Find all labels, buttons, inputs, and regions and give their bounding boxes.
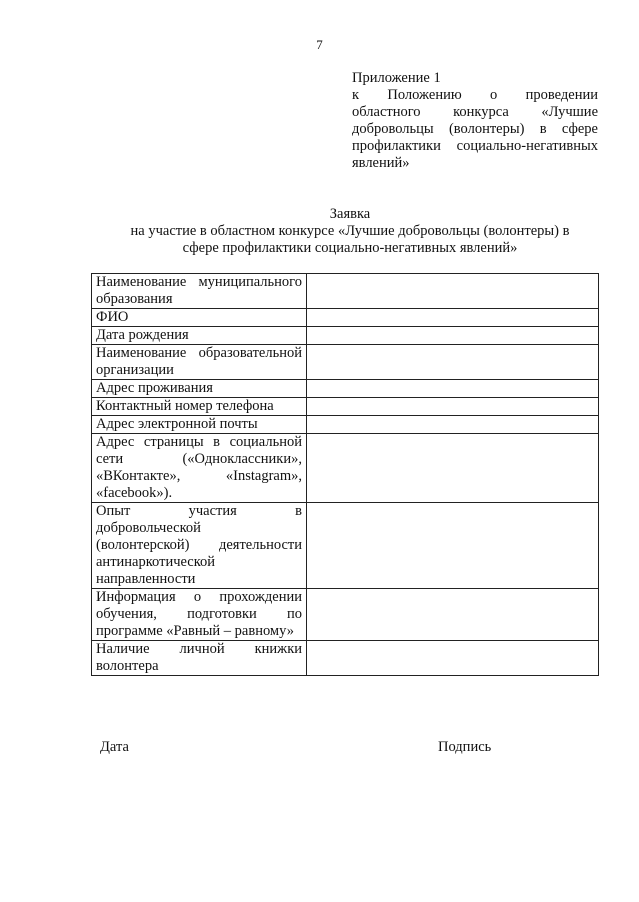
form-row-label-line: Наименование муниципального bbox=[96, 274, 302, 290]
form-row bbox=[92, 434, 599, 503]
appendix-header bbox=[352, 70, 598, 172]
form-row-label-line: Адрес проживания bbox=[96, 380, 213, 396]
form-row-label-line: образования bbox=[96, 291, 173, 307]
form-row-label bbox=[92, 398, 307, 416]
document-title: Заявка bbox=[329, 206, 371, 222]
form-row-value-field[interactable] bbox=[307, 380, 599, 398]
form-row bbox=[92, 503, 599, 589]
document-heading bbox=[90, 206, 610, 257]
application-form-table bbox=[91, 273, 599, 676]
form-row bbox=[92, 309, 599, 327]
form-row-label-line: антинаркотической bbox=[96, 554, 216, 570]
form-row bbox=[92, 398, 599, 416]
form-row-label-line: направленности bbox=[96, 571, 196, 587]
form-row-label bbox=[92, 641, 307, 676]
appendix-line: профилактики социально-негативных bbox=[352, 138, 598, 154]
form-row-value-field[interactable] bbox=[307, 309, 599, 327]
document-subtitle: сфере профилактики социально-негативных явлений» bbox=[182, 240, 518, 256]
form-row-value-field[interactable] bbox=[307, 589, 599, 641]
form-row-value-field[interactable] bbox=[307, 503, 599, 589]
form-row-label-line: Опыт участия в bbox=[96, 503, 302, 519]
form-row-label-line: ФИО bbox=[96, 309, 129, 325]
form-row-value-field[interactable] bbox=[307, 416, 599, 434]
form-row-label bbox=[92, 380, 307, 398]
form-row-label-line: программе «Равный – равному» bbox=[96, 623, 294, 639]
form-row bbox=[92, 380, 599, 398]
form-row-label bbox=[92, 416, 307, 434]
form-row-label bbox=[92, 434, 307, 503]
signature-label: Подпись bbox=[438, 739, 492, 755]
form-row-label-line: «ВКонтакте», «Instagram», bbox=[96, 468, 302, 484]
form-row-label bbox=[92, 345, 307, 380]
form-row-label-line: Контактный номер телефона bbox=[96, 398, 274, 414]
form-row-label bbox=[92, 309, 307, 327]
form-row-label-line: Адрес электронной почты bbox=[96, 416, 258, 432]
form-row-label bbox=[92, 589, 307, 641]
form-row bbox=[92, 327, 599, 345]
form-row-value-field[interactable] bbox=[307, 345, 599, 380]
appendix-line: явлений» bbox=[352, 155, 410, 171]
date-label: Дата bbox=[100, 739, 129, 755]
form-row-label bbox=[92, 503, 307, 589]
appendix-line: областного конкурса «Лучшие bbox=[352, 104, 598, 120]
appendix-title: Приложение 1 bbox=[352, 70, 441, 86]
form-row-label-line: Информация о прохождении bbox=[96, 589, 302, 605]
form-row-label bbox=[92, 327, 307, 345]
form-row-value-field[interactable] bbox=[307, 434, 599, 503]
form-row-label bbox=[92, 274, 307, 309]
form-row-label-line: Наименование образовательной bbox=[96, 345, 302, 361]
form-row-label-line: волонтера bbox=[96, 658, 159, 674]
form-row-label-line: обучения, подготовки по bbox=[96, 606, 302, 622]
page-number: 7 bbox=[316, 37, 323, 52]
form-row-value-field[interactable] bbox=[307, 398, 599, 416]
document-subtitle: на участие в областном конкурсе «Лучшие добровольцы (волонтеры) в bbox=[130, 223, 570, 239]
form-row-label-line: Дата рождения bbox=[96, 327, 189, 343]
form-row-value-field[interactable] bbox=[307, 641, 599, 676]
form-row bbox=[92, 641, 599, 676]
form-row bbox=[92, 345, 599, 380]
form-row-label-line: «facebook»). bbox=[96, 485, 173, 501]
form-row-label-line: добровольческой bbox=[96, 520, 201, 536]
appendix-line: добровольцы (волонтеры) в сфере bbox=[352, 121, 598, 137]
form-row-value-field[interactable] bbox=[307, 327, 599, 345]
appendix-line: к Положению о проведении bbox=[352, 87, 598, 103]
form-row-label-line: организации bbox=[96, 362, 174, 378]
form-row-label-line: Наличие личной книжки bbox=[96, 641, 302, 657]
form-row-value-field[interactable] bbox=[307, 274, 599, 309]
form-row-label-line: сети («Одноклассники», bbox=[96, 451, 302, 467]
form-row bbox=[92, 589, 599, 641]
form-row bbox=[92, 416, 599, 434]
form-row-label-line: (волонтерской) деятельности bbox=[96, 537, 302, 553]
form-row bbox=[92, 274, 599, 309]
form-row-label-line: Адрес страницы в социальной bbox=[96, 434, 302, 450]
